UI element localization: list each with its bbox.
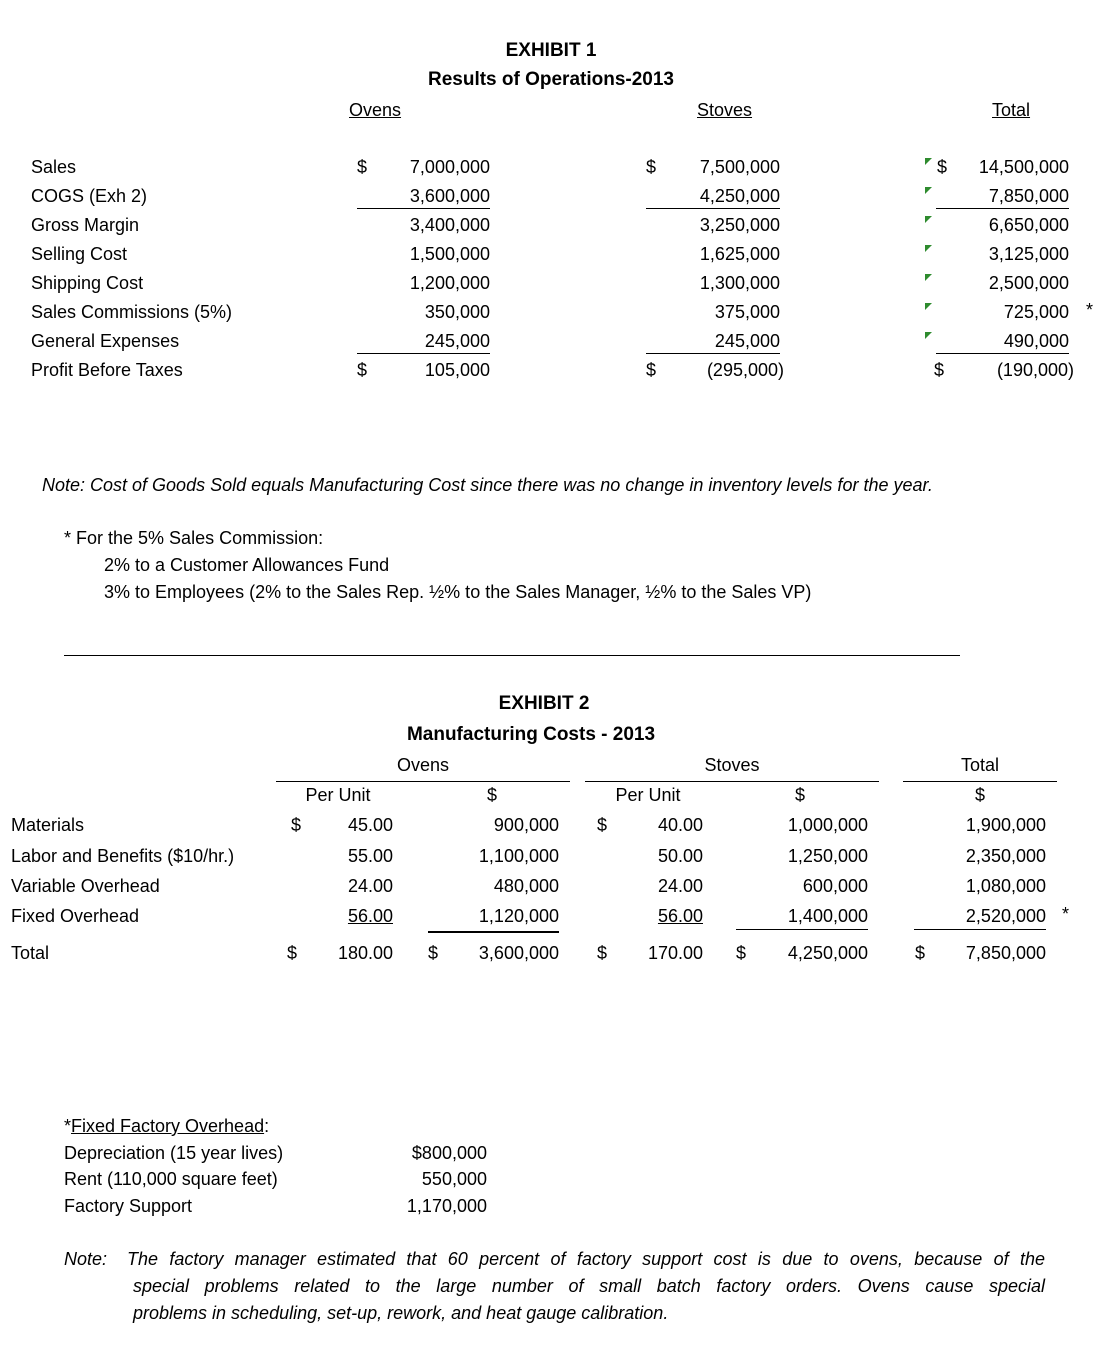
row-label: Gross Margin (31, 215, 140, 235)
commission-title: * For the 5% Sales Commission: (64, 528, 324, 548)
stoves-value: 1,300,000 (699, 273, 780, 293)
currency-symbol: $ (428, 943, 439, 963)
cost-value: 55.00 (347, 846, 393, 866)
green-triangle-icon (925, 274, 932, 281)
exhibit1-note: Note: Cost of Goods Sold equals Manufacturing Cost since there was no change in inventory levels for the year. (42, 475, 933, 495)
group-header-stoves: Stoves (704, 755, 760, 775)
row-label: General Expenses (31, 331, 180, 351)
cost-value: 7,850,000 (965, 943, 1046, 963)
currency-symbol: $ (937, 157, 948, 177)
section-divider (64, 655, 960, 656)
row-label: Shipping Cost (31, 273, 144, 293)
total-value: 3,125,000 (988, 244, 1069, 264)
group-rule (903, 781, 1057, 782)
currency-symbol: $ (915, 943, 926, 963)
green-triangle-icon (925, 332, 932, 339)
cost-value: 1,900,000 (965, 815, 1046, 835)
row-label: Labor and Benefits ($10/hr.) (11, 846, 235, 866)
cost-value: 40.00 (657, 815, 703, 835)
underline-rule (646, 208, 780, 209)
exhibit2-title: EXHIBIT 2 (498, 693, 590, 714)
exhibit2-subtitle: Manufacturing Costs - 2013 (406, 724, 656, 745)
cost-value: 1,120,000 (478, 906, 559, 926)
column-header-stoves: Stoves (697, 100, 753, 120)
cost-value: 600,000 (802, 876, 868, 896)
cost-value: 3,600,000 (478, 943, 559, 963)
fixed-overhead-value: 1,170,000 (406, 1196, 487, 1216)
cost-value: 50.00 (657, 846, 703, 866)
fixed-overhead-value: 550,000 (421, 1169, 487, 1189)
row-label: Variable Overhead (11, 876, 160, 896)
commission-line: 2% to a Customer Allowances Fund (104, 555, 390, 575)
currency-symbol: $ (646, 157, 657, 177)
exhibit2-note-line: special problems related to the large number of small batch factory orders. Ovens cause special (133, 1276, 1045, 1296)
fixed-overhead-label: Factory Support (64, 1196, 193, 1216)
stoves-value: 4,250,000 (699, 186, 780, 206)
green-triangle-icon (925, 216, 932, 223)
cost-value: 170.00 (647, 943, 703, 963)
footnote-asterisk: * (1062, 904, 1070, 924)
currency-symbol: $ (597, 943, 608, 963)
row-label: Materials (11, 815, 85, 835)
group-rule (585, 781, 879, 782)
fixed-overhead-label: Rent (110,000 square feet) (64, 1169, 278, 1189)
cost-value: 24.00 (657, 876, 703, 896)
underline-rule (357, 353, 490, 354)
cost-value: 2,350,000 (965, 846, 1046, 866)
cost-value: 180.00 (337, 943, 393, 963)
subheader-per-unit: Per Unit (305, 785, 371, 805)
currency-symbol: $ (291, 815, 302, 835)
currency-symbol: $ (646, 360, 657, 380)
row-label: COGS (Exh 2) (31, 186, 148, 206)
cost-value: 480,000 (493, 876, 559, 896)
total-rule (736, 929, 868, 930)
green-triangle-icon (925, 303, 932, 310)
cost-value: 1,080,000 (965, 876, 1046, 896)
underline-rule (936, 208, 1069, 209)
cost-value: 4,250,000 (787, 943, 868, 963)
asterisk: * (64, 1116, 72, 1136)
colon: : (264, 1116, 270, 1136)
exhibit2-note-label: Note: (64, 1249, 108, 1269)
cost-value: 1,250,000 (787, 846, 868, 866)
ovens-value: 3,600,000 (409, 186, 490, 206)
fixed-overhead-value: $800,000 (411, 1143, 487, 1163)
total-value: 14,500,000 (978, 157, 1069, 177)
currency-symbol: $ (934, 360, 945, 380)
exhibit1-title: EXHIBIT 1 (505, 40, 597, 61)
ovens-value: 7,000,000 (409, 157, 490, 177)
underline-rule (357, 208, 490, 209)
subheader-dollars: $ (974, 785, 985, 805)
green-triangle-icon (925, 158, 932, 165)
fixed-overhead-label: Depreciation (15 year lives) (64, 1143, 284, 1163)
ovens-value: 3,400,000 (409, 215, 490, 235)
commission-line: 3% to Employees (2% to the Sales Rep. ½% to the Sales Manager, ½% to the Sales VP) (104, 582, 812, 602)
row-label: Sales Commissions (5%) (31, 302, 233, 322)
ovens-value: 1,200,000 (409, 273, 490, 293)
row-label: Sales (31, 157, 77, 177)
cost-value: 56.00 (657, 906, 703, 926)
currency-symbol: $ (736, 943, 747, 963)
stoves-value: 3,250,000 (699, 215, 780, 235)
total-value: (190,000) (996, 360, 1074, 380)
green-triangle-icon (925, 245, 932, 252)
row-label: Total (11, 943, 50, 963)
column-header-ovens: Ovens (349, 100, 402, 120)
stoves-value: 7,500,000 (699, 157, 780, 177)
cost-value: 1,000,000 (787, 815, 868, 835)
stoves-value: 1,625,000 (699, 244, 780, 264)
fixed-overhead-title (64, 1115, 269, 1137)
currency-symbol: $ (357, 157, 368, 177)
cost-value: 24.00 (347, 876, 393, 896)
total-value: 725,000 (1003, 302, 1069, 322)
stoves-value: 375,000 (714, 302, 780, 322)
footnote-asterisk: * (1086, 300, 1094, 320)
row-label: Selling Cost (31, 244, 128, 264)
group-header-ovens: Ovens (396, 755, 450, 775)
row-label: Profit Before Taxes (31, 360, 183, 380)
total-value: 490,000 (1003, 331, 1069, 351)
subheader-dollars: $ (794, 785, 805, 805)
ovens-value: 245,000 (424, 331, 490, 351)
currency-symbol: $ (287, 943, 298, 963)
group-rule (276, 781, 570, 782)
stoves-value: (295,000) (706, 360, 784, 380)
underline-rule (646, 353, 780, 354)
currency-symbol: $ (357, 360, 368, 380)
cost-value: 56.00 (347, 906, 393, 926)
stoves-value: 245,000 (714, 331, 780, 351)
cost-value: 2,520,000 (965, 906, 1046, 926)
ovens-value: 350,000 (424, 302, 490, 322)
cost-value: 1,400,000 (787, 906, 868, 926)
green-triangle-icon (925, 187, 932, 194)
column-header-total: Total (992, 100, 1031, 120)
cost-value: 1,100,000 (478, 846, 559, 866)
row-label: Fixed Overhead (11, 906, 140, 926)
cost-value: 45.00 (347, 815, 393, 835)
exhibit1-subtitle: Results of Operations-2013 (427, 69, 675, 90)
total-value: 6,650,000 (988, 215, 1069, 235)
fixed-overhead-title-text: Fixed Factory Overhead (71, 1116, 265, 1136)
exhibit2-note-line: problems in scheduling, set-up, rework, and heat gauge calibration. (133, 1303, 669, 1323)
subheader-per-unit: Per Unit (615, 785, 681, 805)
ovens-value: 105,000 (424, 360, 490, 380)
subheader-dollars: $ (486, 785, 497, 805)
cost-value: 900,000 (493, 815, 559, 835)
total-rule (914, 929, 1046, 930)
group-header-total: Total (960, 755, 1000, 775)
exhibit2-note-line: The factory manager estimated that 60 percent of factory support cost is due to ovens, because of the (127, 1249, 1045, 1269)
underline-rule (936, 353, 1069, 354)
ovens-value: 1,500,000 (409, 244, 490, 264)
currency-symbol: $ (597, 815, 608, 835)
total-value: 2,500,000 (988, 273, 1069, 293)
total-value: 7,850,000 (988, 186, 1069, 206)
total-rule (428, 931, 559, 933)
